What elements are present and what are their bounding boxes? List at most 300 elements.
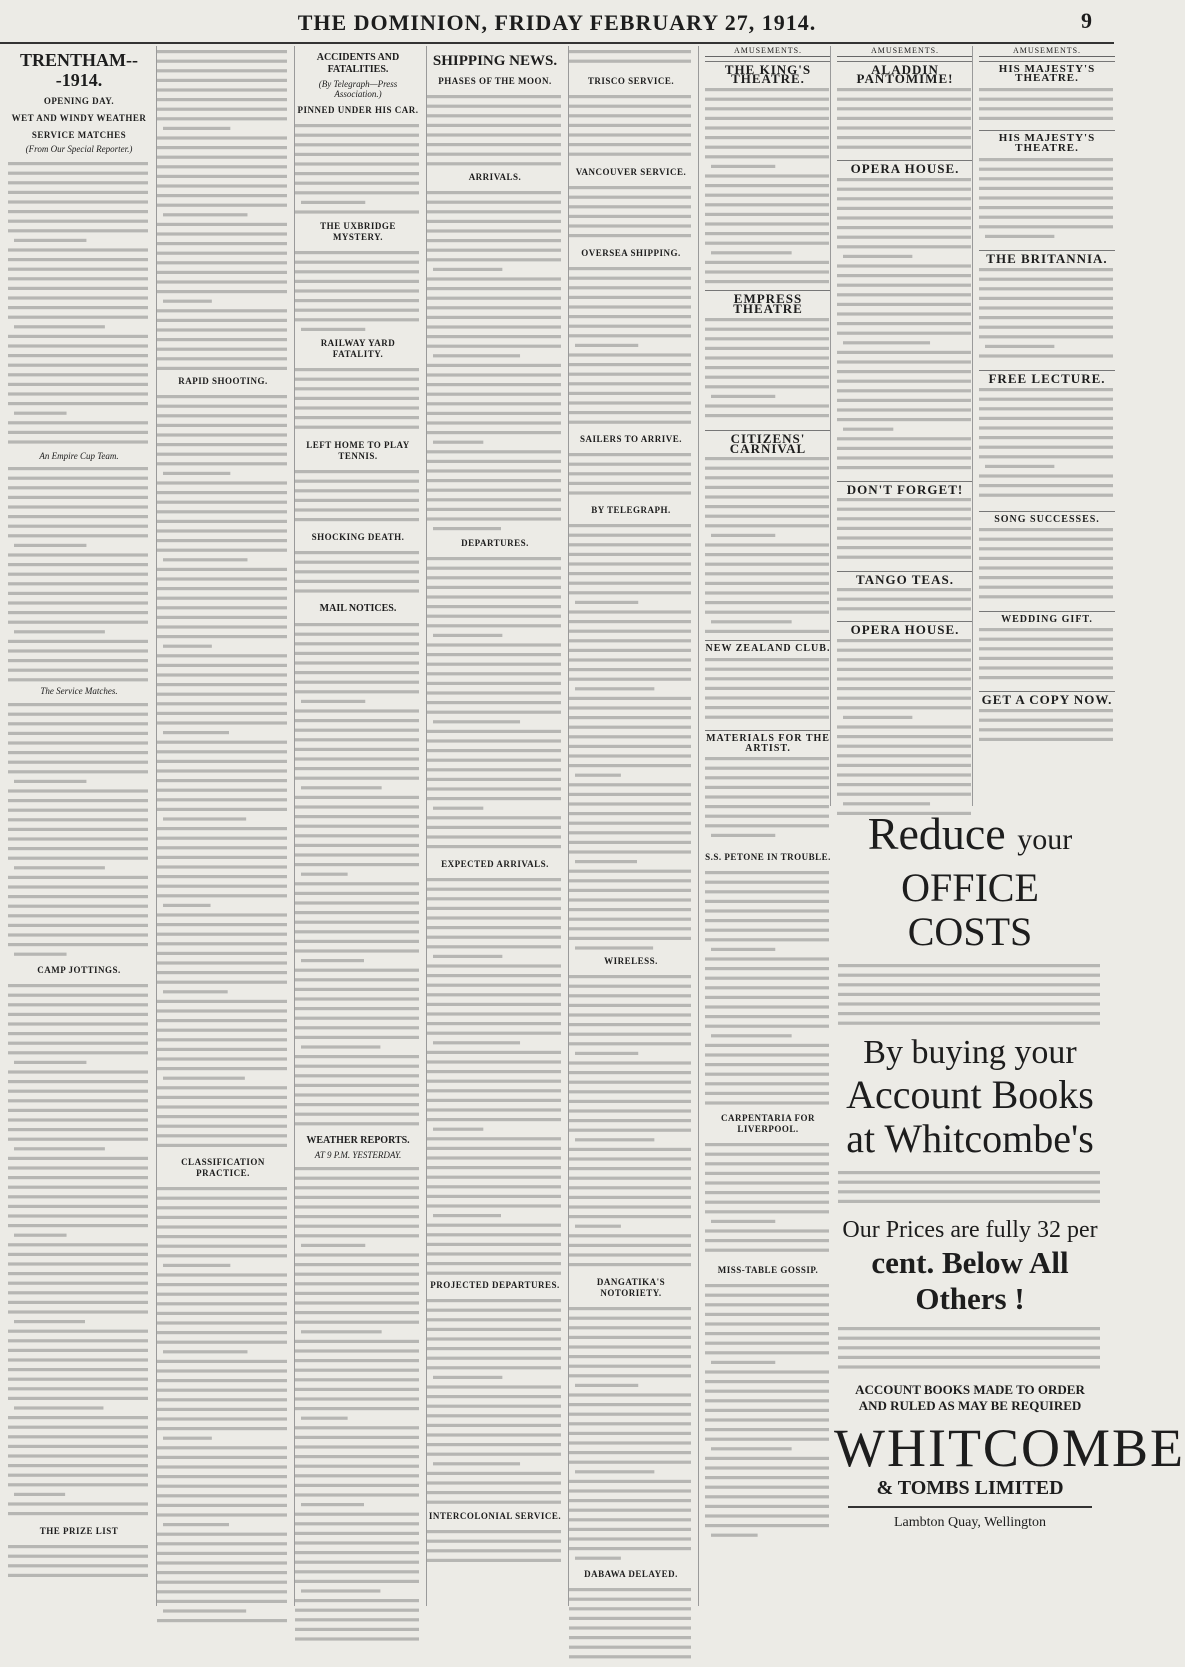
text-line (427, 450, 561, 453)
text-line (157, 338, 287, 341)
text-line (8, 354, 148, 357)
text-line (157, 693, 287, 696)
text-line (569, 1393, 691, 1396)
text-line (705, 696, 829, 699)
text-line (705, 1162, 829, 1165)
text-line (837, 97, 971, 100)
text-line (427, 1195, 561, 1198)
text-line (157, 1561, 287, 1564)
text-line (569, 1317, 691, 1320)
text-line (157, 79, 287, 82)
text-line (157, 539, 287, 542)
text-lines-placeholder (705, 1139, 831, 1259)
text-line (157, 597, 287, 600)
advert-wedding-gift (979, 611, 1115, 687)
text-line (157, 69, 287, 72)
text-line (295, 182, 419, 185)
text-line (711, 834, 775, 837)
text-line (295, 1320, 419, 1323)
text-line (427, 421, 561, 424)
text-line (838, 983, 1100, 986)
text-line (569, 114, 691, 117)
text-line (14, 630, 105, 633)
text-line (569, 783, 691, 786)
text-line (8, 592, 148, 595)
text-line (979, 335, 1113, 338)
text-line (8, 525, 148, 528)
text-line (157, 1581, 287, 1584)
text-line (569, 1042, 691, 1045)
text-line (157, 1389, 287, 1392)
text-line (427, 1385, 561, 1388)
weather-time: AT 9 P.M. YESTERDAY. (314, 1150, 402, 1161)
text-line (8, 1080, 148, 1083)
text-line (433, 1462, 520, 1465)
body-text-block (569, 449, 693, 499)
text-line (157, 587, 287, 590)
whitcombe-logo-sub: & TOMBS LIMITED (876, 1476, 1064, 1499)
text-line (705, 706, 829, 709)
text-line (427, 220, 561, 223)
text-line (705, 457, 829, 460)
text-line (705, 573, 829, 576)
text-line (837, 556, 971, 559)
text-line (705, 929, 829, 932)
text-line (157, 1225, 287, 1228)
text-line (705, 155, 829, 158)
text-line (8, 534, 148, 537)
byline: (By Telegraph—Press Association.) (318, 79, 398, 99)
subheading: LEFT HOME TO PLAY TENNIS. (306, 440, 410, 462)
text-line (295, 1272, 419, 1275)
text-line (8, 382, 148, 385)
text-line (157, 923, 287, 926)
text-line (8, 219, 148, 222)
text-line (295, 738, 419, 741)
text-line (8, 554, 148, 557)
text-line (837, 88, 971, 91)
text-line (157, 1465, 287, 1468)
text-line (8, 1253, 148, 1256)
text-line (979, 557, 1113, 560)
text-line (569, 1480, 691, 1483)
text-line (427, 1472, 561, 1475)
text-line (8, 1435, 148, 1438)
text-line (157, 625, 287, 628)
subheading: TRISCO SERVICE. (587, 76, 675, 86)
text-line (163, 1264, 230, 1267)
text-line (8, 477, 148, 480)
text-line (705, 1044, 829, 1047)
advert-headline-word: your (1017, 823, 1073, 856)
text-line (427, 1224, 561, 1227)
text-line (157, 961, 287, 964)
text-line (705, 815, 829, 818)
text-line (705, 375, 829, 378)
text-line (837, 117, 971, 120)
text-line (427, 1099, 561, 1102)
text-line (837, 677, 971, 680)
text-line (837, 639, 971, 642)
text-lines-placeholder (8, 158, 150, 448)
text-line (705, 1380, 829, 1383)
text-line (157, 175, 287, 178)
text-line (705, 356, 829, 359)
text-line (569, 1081, 691, 1084)
text-line (295, 806, 419, 809)
text-line (837, 608, 971, 611)
text-line (979, 97, 1113, 100)
advert-title: ALADDIN PANTOMIME! (856, 61, 954, 87)
text-lines-placeholder (569, 263, 693, 428)
text-line (705, 553, 829, 556)
text-line (427, 567, 561, 570)
text-lines-placeholder (838, 1323, 1102, 1373)
text-line (837, 773, 971, 776)
text-line (163, 213, 247, 216)
text-line (295, 143, 419, 146)
text-line (569, 392, 691, 395)
text-line (433, 1214, 501, 1217)
text-line (8, 1502, 148, 1505)
text-line (837, 312, 971, 315)
subheading: PROJECTED DEPARTURES. (430, 1280, 560, 1290)
text-line (427, 1156, 561, 1159)
text-line (569, 1215, 691, 1218)
text-line (837, 245, 971, 248)
text-line (569, 186, 691, 189)
text-line (157, 510, 287, 513)
advert-body-placeholder (837, 494, 973, 564)
subheading: ARRIVALS. (468, 172, 522, 182)
text-lines-placeholder (8, 980, 150, 1520)
text-line (569, 610, 691, 613)
text-line (157, 1456, 287, 1459)
text-line (569, 1004, 691, 1007)
body-text-block (569, 1584, 693, 1664)
text-line (985, 345, 1054, 348)
text-line (295, 1196, 419, 1199)
text-line (427, 229, 561, 232)
text-line (569, 1234, 691, 1237)
body-text-block (705, 1280, 831, 1540)
text-line (427, 1051, 561, 1054)
text-line (295, 1349, 419, 1352)
text-line (569, 1061, 691, 1064)
text-line (837, 508, 971, 511)
text-line (569, 1109, 691, 1112)
text-line (837, 188, 971, 191)
text-line (427, 191, 561, 194)
text-line (705, 986, 829, 989)
text-line (295, 590, 419, 593)
text-line (295, 1311, 419, 1314)
text-line (705, 505, 829, 508)
text-line (569, 60, 691, 63)
text-line (8, 229, 148, 232)
text-line (569, 1355, 691, 1358)
text-line (569, 706, 691, 709)
text-line (157, 1533, 287, 1536)
text-line (295, 1532, 419, 1535)
text-line (295, 652, 419, 655)
text-line (157, 1009, 287, 1012)
text-line (157, 1398, 287, 1401)
text-line (8, 1109, 148, 1112)
text-line (569, 754, 691, 757)
text-line (837, 178, 971, 181)
advert-line-whitcombes: at Whitcombe's (846, 1115, 1094, 1161)
subheading: MISS-TABLE GOSSIP. (717, 1264, 819, 1275)
text-line (705, 97, 829, 100)
text-line (157, 1293, 287, 1296)
advert-body-placeholder (705, 314, 831, 424)
text-line (427, 691, 561, 694)
advert-body-placeholder (979, 705, 1115, 745)
text-line (838, 974, 1100, 977)
column-amusements-1 (698, 46, 831, 1606)
text-line (295, 815, 419, 818)
advert-title: THE BRITANNIA. (986, 251, 1108, 267)
text-line (427, 239, 561, 242)
text-line (575, 344, 638, 347)
text-line (705, 1172, 829, 1175)
text-line (427, 1328, 561, 1331)
text-line (569, 153, 691, 156)
text-line (705, 1438, 829, 1441)
text-line (157, 1105, 287, 1108)
text-line (157, 971, 287, 974)
text-line (295, 1282, 419, 1285)
text-line (14, 866, 105, 869)
text-lines-placeholder (8, 699, 150, 959)
advert-address: Lambton Quay, Wellington (893, 1514, 1047, 1530)
advert-headline (834, 808, 1106, 866)
text-line (8, 847, 148, 850)
text-line (427, 1337, 561, 1340)
text-line (979, 728, 1113, 731)
text-line (157, 271, 287, 274)
text-line (8, 200, 148, 203)
text-line (157, 1216, 287, 1219)
text-line (427, 498, 561, 501)
text-line (427, 1137, 561, 1140)
text-line (569, 196, 691, 199)
body-text-block (569, 263, 693, 428)
text-line (14, 1233, 67, 1236)
text-line (8, 506, 148, 509)
text-line (8, 1464, 148, 1467)
text-line (427, 653, 561, 656)
text-line (8, 1205, 148, 1208)
text-line (569, 1167, 691, 1170)
text-line (569, 879, 691, 882)
text-line (569, 267, 691, 270)
section-heading-classification: CLASSIFICATION PRACTICE. (181, 1157, 265, 1178)
body-text-block (8, 157, 150, 448)
text-line (837, 126, 971, 129)
text-line (569, 1023, 691, 1026)
subheading: DEPARTURES. (461, 538, 529, 548)
text-line (295, 1608, 419, 1611)
text-line (979, 354, 1113, 357)
text-line (569, 1528, 691, 1531)
text-line (295, 1122, 419, 1125)
text-line (979, 576, 1113, 579)
text-line (837, 498, 971, 501)
text-line (837, 754, 971, 757)
text-line (837, 303, 971, 306)
body-text-block (8, 463, 150, 683)
text-line (569, 1071, 691, 1074)
text-line (427, 739, 561, 742)
text-line (157, 1446, 287, 1449)
text-line (427, 345, 561, 348)
text-line (157, 1513, 287, 1516)
text-line (8, 1224, 148, 1227)
text-line (295, 509, 419, 512)
text-line (157, 577, 287, 580)
text-line (705, 1143, 829, 1146)
text-line (705, 385, 829, 388)
subheading-service-matches: SERVICE MATCHES (31, 130, 127, 140)
text-line (14, 952, 67, 955)
text-line (8, 373, 148, 376)
text-line (427, 1405, 561, 1408)
text-line (8, 770, 148, 773)
text-line (427, 1549, 561, 1552)
text-line (157, 568, 287, 571)
text-line (8, 760, 148, 763)
text-line (157, 1427, 287, 1430)
text-line (8, 1358, 148, 1361)
text-line (157, 348, 287, 351)
text-lines-placeholder (295, 547, 421, 597)
text-line (979, 88, 1113, 91)
text-line (157, 529, 287, 532)
text-line (295, 777, 419, 780)
text-line (295, 1074, 419, 1077)
text-line (295, 1455, 419, 1458)
text-line (295, 729, 419, 732)
advert-free-lecture (979, 370, 1115, 506)
body-text-block (569, 182, 693, 242)
text-line (8, 984, 148, 987)
text-line (295, 748, 419, 751)
text-line (705, 919, 829, 922)
advert-opera-house (837, 160, 973, 476)
page-number: 9 (1081, 8, 1092, 33)
text-line (705, 1495, 829, 1498)
advert-body-placeholder (979, 264, 1115, 364)
body-text-block (295, 619, 421, 1129)
advert-title: HIS MAJESTY'S THEATRE. (998, 62, 1096, 85)
text-line (705, 184, 829, 187)
article-heading: TRENTHAM---1914. (20, 50, 138, 90)
text-line (705, 1524, 829, 1527)
text-line (979, 718, 1113, 721)
text-line (569, 1253, 691, 1256)
advert-body-placeholder (837, 84, 973, 154)
text-line (705, 327, 829, 330)
text-line (157, 789, 287, 792)
text-line (979, 325, 1113, 328)
text-line (427, 1070, 561, 1073)
text-line (157, 1619, 287, 1622)
text-line (705, 145, 829, 148)
text-line (569, 1537, 691, 1540)
text-line (8, 277, 148, 280)
text-line (8, 1022, 148, 1025)
text-line (569, 1422, 691, 1425)
subheading: EXPECTED ARRIVALS. (441, 859, 549, 869)
advert-body-placeholder (837, 174, 973, 474)
text-line (295, 662, 419, 665)
text-line (837, 466, 971, 469)
text-line (837, 107, 971, 110)
section-heading-rapid-shooting: RAPID SHOOTING. (178, 376, 268, 386)
text-line (8, 1377, 148, 1380)
text-line (569, 277, 691, 280)
text-line (295, 1407, 419, 1410)
text-lines-placeholder (295, 247, 421, 332)
text-line (8, 703, 148, 706)
text-line (569, 1636, 691, 1639)
text-line (157, 1197, 287, 1200)
text-line (837, 274, 971, 277)
text-line (837, 598, 971, 601)
text-line (295, 1036, 419, 1039)
text-line (301, 201, 365, 204)
text-line (569, 1033, 691, 1036)
text-line (8, 837, 148, 840)
whitcombe-logo: WHITCOMBE (834, 1417, 1185, 1478)
text-line (979, 567, 1113, 570)
text-lines-placeholder (295, 466, 421, 526)
text-lines-placeholder (705, 1280, 831, 1540)
text-line (837, 546, 971, 549)
text-line (838, 1346, 1100, 1349)
text-line (295, 921, 419, 924)
text-line (427, 1243, 561, 1246)
text-line (837, 207, 971, 210)
text-line (711, 165, 775, 168)
text-line (705, 1428, 829, 1431)
text-line (14, 1493, 65, 1496)
text-line (705, 1457, 829, 1460)
text-line (427, 1118, 561, 1121)
text-line (427, 595, 561, 598)
text-line (8, 1281, 148, 1284)
text-line (705, 232, 829, 235)
text-line (705, 1351, 829, 1354)
text-line (157, 702, 287, 705)
text-line (705, 1284, 829, 1287)
text-line (163, 127, 230, 130)
text-line (979, 388, 1113, 391)
text-line (837, 744, 971, 747)
text-line (837, 380, 971, 383)
text-line (427, 643, 561, 646)
text-line (295, 1224, 419, 1227)
text-line (427, 797, 561, 800)
text-line (295, 470, 419, 473)
text-line (8, 486, 148, 489)
text-line (301, 700, 365, 703)
text-lines-placeholder (427, 91, 563, 166)
advert-body-placeholder (837, 635, 973, 815)
text-line (295, 261, 419, 264)
